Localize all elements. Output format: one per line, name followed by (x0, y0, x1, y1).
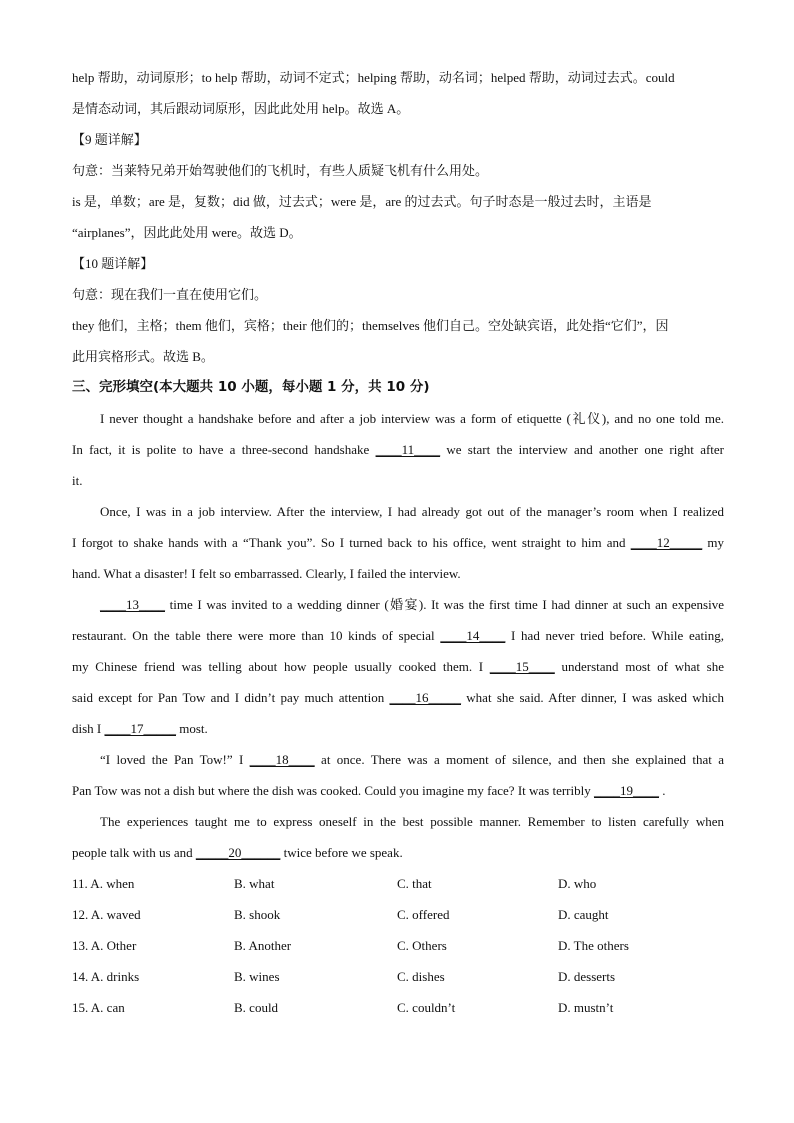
passage-line: Pan Tow was not a dish but where the dish was cooked. Could you imagine my face? It was terribly ____19____ . (72, 775, 724, 806)
passage-line: restaurant. On the table there were more than 10 kinds of special ____14____ I had never tried before. While eating, (72, 620, 724, 651)
option-d: D. caught (558, 907, 609, 922)
option-c: C. offered (397, 907, 450, 922)
option-a: 11. A. when (72, 876, 135, 891)
q10-explanation-line-1: they 他们，主格；them 他们，宾格；their 他们的；themselves 他们自己。空处缺宾语，此处指“它们”，因 (72, 318, 669, 333)
option-b: B. what (234, 876, 275, 891)
option-c: C. dishes (397, 969, 445, 984)
passage-line: I forgot to shake hands with a “Thank you”. So I turned back to his office, went straight to him and ____12_____ my (72, 527, 724, 558)
option-d: D. desserts (558, 969, 616, 984)
option-b: B. shook (234, 907, 281, 922)
question-row (72, 868, 724, 899)
option-b: B. Another (234, 938, 292, 953)
question-row (72, 992, 724, 1023)
blank-15: ____15____ (489, 659, 555, 674)
option-a: 13. A. Other (72, 938, 137, 953)
passage-line: “I loved the Pan Tow!” I ____18____ at once. There was a moment of silence, and then she explained that a (72, 744, 724, 775)
q10-header: 【10 题详解】 (72, 256, 154, 271)
q8-explanation-line-2: 是情态动词，其后跟动词原形，因此此处用 help。故选 A。 (72, 101, 410, 116)
option-a: 12. A. waved (72, 907, 141, 922)
question-row (72, 899, 724, 930)
option-d: D. who (558, 876, 597, 891)
blank-13: ____13____ (100, 597, 165, 612)
passage (72, 403, 724, 868)
passage-line: Once, I was in a job interview. After the interview, I had already got out of the manager’s room when I realized (100, 504, 724, 519)
option-c: C. couldn’t (397, 1000, 456, 1015)
q10-meaning: 句意：现在我们一直在使用它们。 (72, 287, 268, 302)
question-row (72, 961, 724, 992)
blank-18: ____18____ (249, 752, 315, 767)
section-title: 三、完形填空(本大题共 10 小题，每小题 1 分，共 10 分) (72, 379, 430, 395)
option-d: D. mustn’t (558, 1000, 614, 1015)
passage-line: In fact, it is polite to have a three-second handshake ____11____ we start the interview and another one right after (72, 434, 724, 465)
blank-16: ____16_____ (389, 690, 461, 705)
blank-17: ____17_____ (104, 721, 176, 736)
blank-20: _____20______ (195, 845, 281, 860)
option-a: 14. A. drinks (72, 969, 140, 984)
q9-explanation-line-1: is 是，单数；are 是，复数；did 做，过去式；were 是，are 的过去式。句子时态是一般过去时，主语是 (72, 194, 652, 209)
option-d: D. The others (558, 938, 629, 953)
option-b: B. wines (234, 969, 280, 984)
passage-line: The experiences taught me to express oneself in the best possible manner. Remember to listen carefully when (100, 814, 724, 829)
passage-line: dish I ____17_____ most. (72, 713, 724, 744)
q9-header: 【9 题详解】 (72, 132, 147, 147)
document-page (72, 62, 724, 1023)
question-options (72, 868, 724, 1023)
passage-line: ____13____ time I was invited to a wedding dinner (婚宴). It was the first time I had dinner at such an expensive (72, 589, 724, 620)
option-c: C. Others (397, 938, 447, 953)
q8-explanation-line-1: help 帮助，动词原形；to help 帮助，动词不定式；helping 帮助，动名词；helped 帮助，动词过去式。could (72, 70, 675, 85)
blank-12: ____12_____ (630, 535, 703, 550)
option-c: C. that (397, 876, 432, 891)
passage-line: it. (72, 473, 83, 488)
passage-line: hand. What a disaster! I felt so embarrassed. Clearly, I failed the interview. (72, 566, 461, 581)
blank-11: ____11____ (375, 442, 441, 457)
q9-explanation-line-2: “airplanes”，因此此处用 were。故选 D。 (72, 225, 302, 240)
q10-explanation-line-2: 此用宾格形式。故选 B。 (72, 349, 214, 364)
q9-meaning: 句意：当莱特兄弟开始驾驶他们的飞机时，有些人质疑飞机有什么用处。 (72, 163, 489, 178)
question-row (72, 930, 724, 961)
blank-14: ____14____ (440, 628, 506, 643)
passage-line: people talk with us and _____20______ twice before we speak. (72, 837, 724, 868)
blank-19: ____19____ (594, 783, 659, 798)
passage-line: said except for Pan Tow and I didn’t pay much attention ____16_____ what she said. After dinner, I was asked which (72, 682, 724, 713)
option-b: B. could (234, 1000, 279, 1015)
option-a: 15. A. can (72, 1000, 125, 1015)
passage-line: my Chinese friend was telling about how people usually cooked them. I ____15____ understand most of what she (72, 651, 724, 682)
passage-line: I never thought a handshake before and after a job interview was a form of etiquette (礼仪), and no one told me. (100, 411, 724, 426)
